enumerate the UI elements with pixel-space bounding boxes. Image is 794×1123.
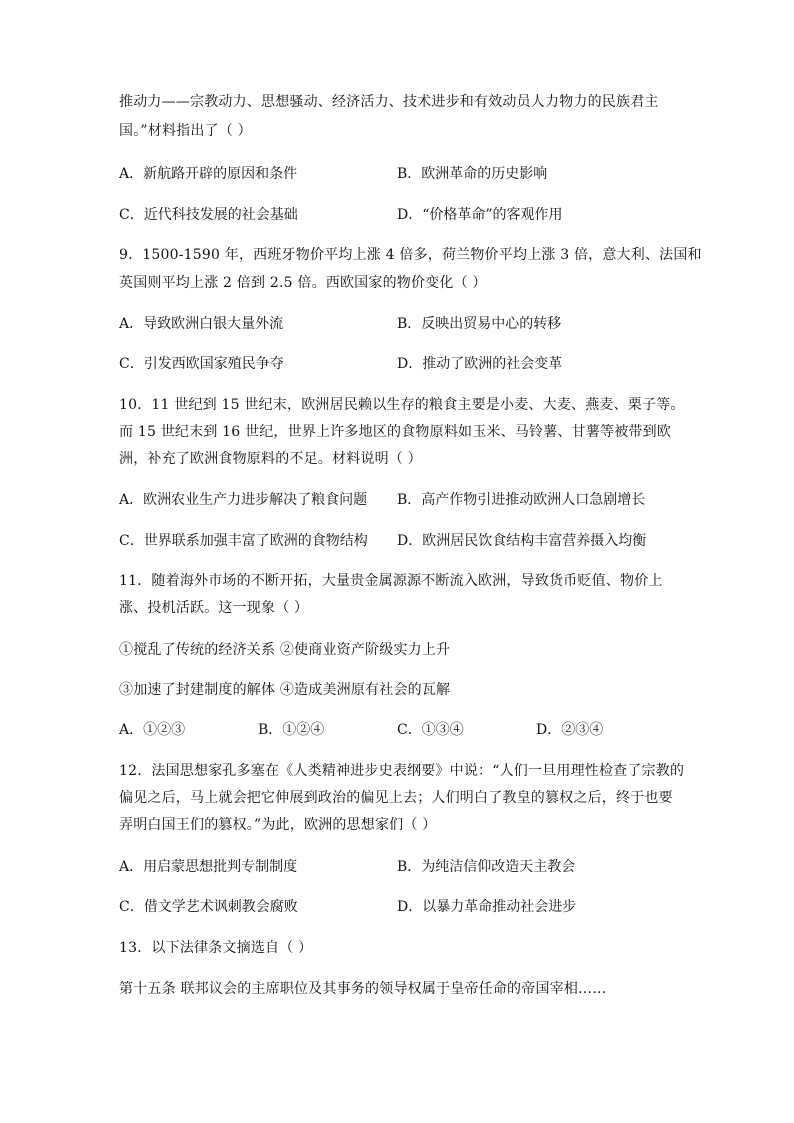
q11-stem-line-2: 涨、投机活跃。这一现象（ ） [119,600,309,616]
q12-option-a: A．用启蒙思想批判专制制度 [119,859,298,875]
q11-statement-line-1: ①搅乱了传统的经济关系 ②使商业资产阶级实力上升 [119,642,451,658]
q8-option-a: A．新航路开辟的原因和条件 [119,166,298,182]
q10-option-d: D．欧洲居民饮食结构丰富营养摄入均衡 [397,533,647,549]
q8-stem-line-2: 国。”材料指出了（ ） [119,123,252,139]
q10-option-c: C．世界联系加强丰富了欧洲的食物结构 [119,533,368,549]
q8-option-d: D．“价格革命”的客观作用 [397,207,563,223]
q8-stem-line-1: 推动力——宗教动力、思想骚动、经济活力、技术进步和有效动员人力物力的民族君主 [119,94,659,110]
q9-option-c: C．引发西欧国家殖民争夺 [119,356,284,372]
q12-option-d: D．以暴力革命推动社会进步 [397,899,577,915]
q10-option-b: B．高产作物引进推动欧洲人口急剧增长 [397,492,646,508]
q11-option-d: D．②③④ [536,722,604,738]
q10-stem-line-2: 而 15 世纪末到 16 世纪，世界上许多地区的食物原料如玉米、马铃薯、甘薯等被带到欧 [119,424,672,440]
q12-stem-line-3: 弄明白国王们的篡权。”为此，欧洲的思想家们（ ） [119,817,437,833]
q12-stem-line-1: 12．法国思想家孔多塞在《人类精神进步史表纲要》中说：“人们一旦用理性检查了宗教的 [119,763,685,779]
q10-stem-line-3: 洲，补充了欧洲食物原料的不足。材料说明（ ） [119,451,422,467]
q8-option-c: C．近代科技发展的社会基础 [119,207,298,223]
q9-stem-line-2: 英国则平均上涨 2 倍到 2.5 倍。西欧国家的物价变化（ ） [119,275,487,291]
q11-option-c: C．①③④ [397,722,464,738]
q11-option-b: B．①②④ [258,722,325,738]
q12-option-c: C．借文学艺术讽刺教会腐败 [119,899,298,915]
q11-stem-line-1: 11．随着海外市场的不断开拓，大量贵金属源源不断流入欧洲，导致货币贬值、物价上 [119,573,663,589]
q9-stem-line-1: 9．1500-1590 年，西班牙物价平均上涨 4 倍多，荷兰物价平均上涨 3 倍，意大利、法国和 [119,247,702,263]
q10-stem-line-1: 10．11 世纪到 15 世纪末，欧洲居民赖以生存的粮食主要是小麦、大麦、燕麦、栗子等。 [119,397,685,413]
q10-option-a: A．欧洲农业生产力进步解决了粮食问题 [119,492,368,508]
q13-stem-line-1: 13．以下法律条文摘选自（ ） [119,940,313,956]
q13-stem-line-2: 第十五条 联邦议会的主席职位及其事务的领导权属于皇帝任命的帝国宰相…… [119,981,607,997]
q9-option-a: A．导致欧洲白银大量外流 [119,316,284,332]
q11-statement-line-2: ③加速了封建制度的解体 ④造成美洲原有社会的瓦解 [119,682,451,698]
q11-option-a: A．①②③ [119,722,186,738]
q8-option-b: B．欧洲革命的历史影响 [397,166,548,182]
q9-option-d: D．推动了欧洲的社会变革 [397,356,563,372]
q12-option-b: B．为纯洁信仰改造天主教会 [397,859,576,875]
q12-stem-line-2: 偏见之后，马上就会把它伸展到政治的偏见上去；人们明白了教皇的篡权之后，终于也要 [119,790,673,806]
q9-option-b: B．反映出贸易中心的转移 [397,316,562,332]
